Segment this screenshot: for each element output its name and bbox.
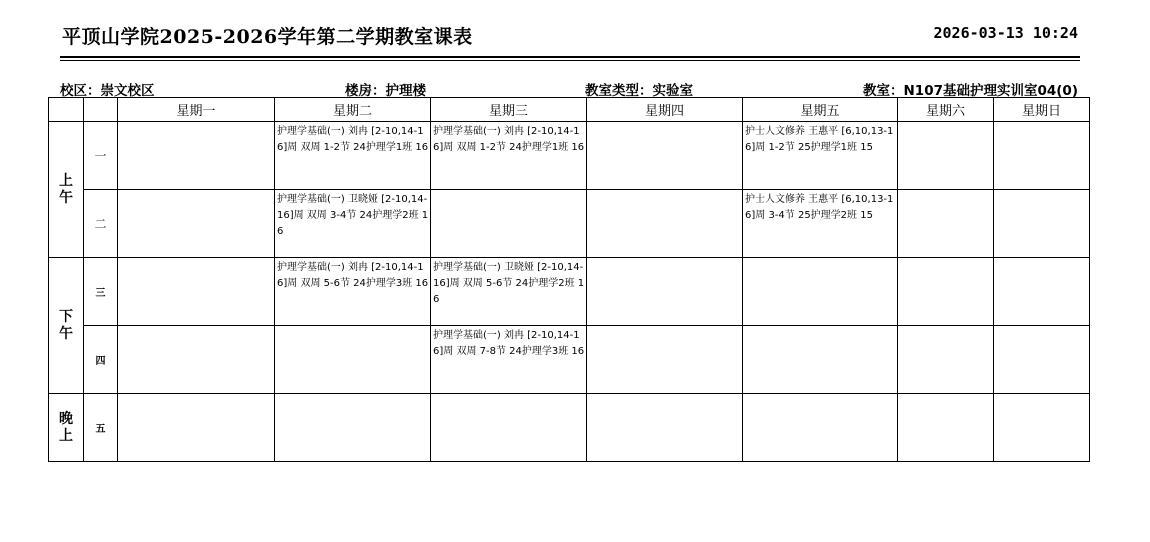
corner-cell-2 xyxy=(84,98,118,122)
header-rule xyxy=(60,56,1080,58)
cell-tue-5 xyxy=(275,394,431,462)
cell-fri-1 xyxy=(743,122,898,190)
room-type-label: 教室类型：实验室 xyxy=(585,83,693,99)
slot-label: 二 xyxy=(84,190,118,258)
cell-thu-2 xyxy=(587,190,743,258)
slot-label: 三 xyxy=(84,258,118,326)
cell-sun-1 xyxy=(994,122,1090,190)
course-entry: 护理学基础(一) 刘冉 [2-10,14-16]周 双周 1-2节 24护理学1班 16 xyxy=(433,126,585,153)
day-header-sat: 星期六 xyxy=(898,98,994,122)
period-evening: 晚 上 xyxy=(49,394,84,462)
cell-sat-1 xyxy=(898,122,994,190)
course-entry: 护理学基础(一) 卫晓娅 [2-10,14-16]周 双周 5-6节 24护理学2班 16 xyxy=(433,262,585,305)
campus-label: 校区：崇文校区 xyxy=(60,83,155,99)
table-row xyxy=(49,258,1090,326)
page-title: 平顶山学院2025-2026学年第二学期教室课表 xyxy=(62,26,473,48)
cell-sun-5 xyxy=(994,394,1090,462)
course-entry: 护理学基础(一) 卫晓娅 [2-10,14-16]周 双周 3-4节 24护理学2班 16 xyxy=(277,194,429,237)
cell-fri-5 xyxy=(743,394,898,462)
cell-sun-2 xyxy=(994,190,1090,258)
print-datetime: 2026-03-13 10:24 xyxy=(933,24,1078,42)
course-entry: 护理学基础(一) 刘冉 [2-10,14-16]周 双周 7-8节 24护理学3班 16 xyxy=(433,330,585,357)
cell-mon-5 xyxy=(118,394,275,462)
day-header-fri: 星期五 xyxy=(743,98,898,122)
table-row xyxy=(49,326,1090,394)
cell-tue-3 xyxy=(275,258,431,326)
room-label: 教室：N107基础护理实训室04(0) xyxy=(863,83,1078,99)
cell-wed-4 xyxy=(431,326,587,394)
cell-tue-2 xyxy=(275,190,431,258)
cell-thu-3 xyxy=(587,258,743,326)
cell-tue-1 xyxy=(275,122,431,190)
header-rule-thin xyxy=(60,60,1080,61)
table-row xyxy=(49,190,1090,258)
cell-tue-4 xyxy=(275,326,431,394)
cell-wed-3 xyxy=(431,258,587,326)
course-entry: 护士人文修养 王惠平 [6,10,13-16]周 3-4节 25护理学2班 15 xyxy=(745,194,894,221)
cell-mon-4 xyxy=(118,326,275,394)
cell-fri-4 xyxy=(743,326,898,394)
period-morning: 上 午 xyxy=(49,122,84,258)
schedule-table xyxy=(48,97,1090,462)
cell-sun-3 xyxy=(994,258,1090,326)
slot-label: 一 xyxy=(84,122,118,190)
day-header-row xyxy=(49,98,1090,122)
cell-sat-2 xyxy=(898,190,994,258)
building-label: 楼房：护理楼 xyxy=(345,83,426,99)
corner-cell xyxy=(49,98,84,122)
cell-wed-2 xyxy=(431,190,587,258)
cell-sat-3 xyxy=(898,258,994,326)
table-row xyxy=(49,122,1090,190)
cell-thu-5 xyxy=(587,394,743,462)
cell-sat-5 xyxy=(898,394,994,462)
cell-mon-1 xyxy=(118,122,275,190)
cell-fri-2 xyxy=(743,190,898,258)
course-entry: 护理学基础(一) 刘冉 [2-10,14-16]周 双周 5-6节 24护理学3班 16 xyxy=(277,262,429,289)
cell-thu-1 xyxy=(587,122,743,190)
day-header-wed: 星期三 xyxy=(431,98,587,122)
cell-wed-5 xyxy=(431,394,587,462)
cell-mon-3 xyxy=(118,258,275,326)
day-header-thu: 星期四 xyxy=(587,98,743,122)
cell-wed-1 xyxy=(431,122,587,190)
cell-fri-3 xyxy=(743,258,898,326)
cell-thu-4 xyxy=(587,326,743,394)
slot-label: 四 xyxy=(84,326,118,394)
day-header-tue: 星期二 xyxy=(275,98,431,122)
period-afternoon: 下 午 xyxy=(49,258,84,394)
day-header-sun: 星期日 xyxy=(994,98,1090,122)
day-header-mon: 星期一 xyxy=(118,98,275,122)
course-entry: 护理学基础(一) 刘冉 [2-10,14-16]周 双周 1-2节 24护理学1班 16 xyxy=(277,126,429,153)
cell-sat-4 xyxy=(898,326,994,394)
cell-sun-4 xyxy=(994,326,1090,394)
table-row xyxy=(49,394,1090,462)
course-entry: 护士人文修养 王惠平 [6,10,13-16]周 1-2节 25护理学1班 15 xyxy=(745,126,894,153)
cell-mon-2 xyxy=(118,190,275,258)
slot-label: 五 xyxy=(84,394,118,462)
